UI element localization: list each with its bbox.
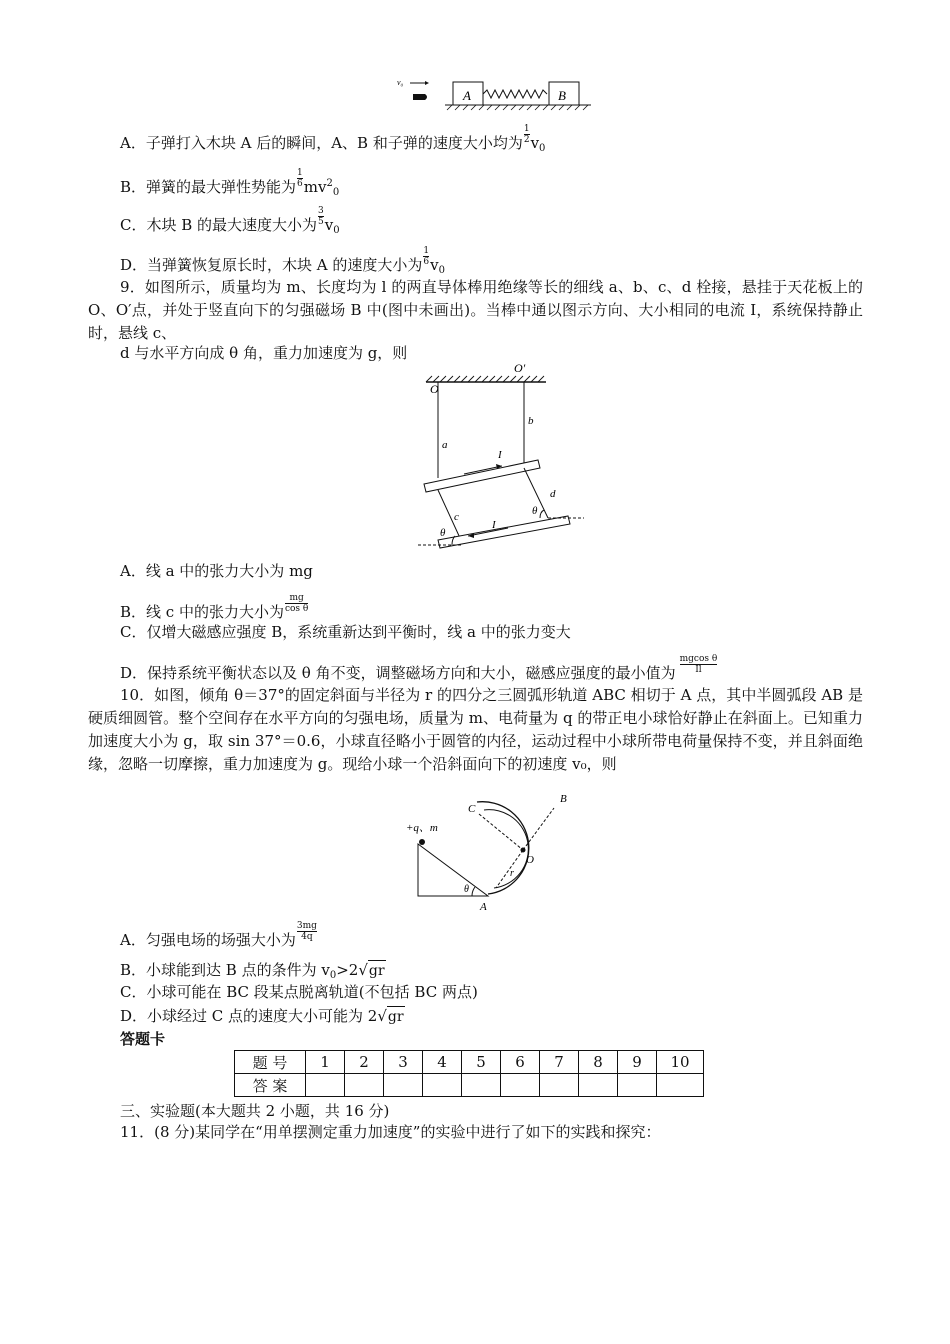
q9-fig-i-top: I [498,449,502,461]
answer-cell[interactable] [540,1074,579,1097]
q8-option-a: A．子弹打入木块 A 后的瞬间，A、B 和子弹的速度大小均为 $\frac{1}{2}$ $v_0$ [120,123,546,154]
q10-fig-charge: +q、m [406,822,438,834]
q8-option-b: B．弹簧的最大弹性势能为 $\frac{1}{6}$ $mv^2_0$ [120,167,340,198]
answer-card-number-label: 题 号 [235,1051,306,1074]
q10-fig-b: B [560,793,567,805]
q8-figure [395,74,595,116]
q9-option-d: D．保持系统平衡状态以及 θ 角不变，调整磁场方向和大小，磁感应强度的最小值为 $\frac{\text{mgcos θ}}{Il}$ [120,653,718,682]
q9-fig-b: b [528,415,534,427]
answer-card-number: 7 [540,1051,579,1074]
q9-fig-theta-right: θ [532,505,538,517]
answer-card-number: 8 [579,1051,618,1074]
answer-cell[interactable] [384,1074,423,1097]
answer-card-number: 5 [462,1051,501,1074]
q10-fig-r: r [510,868,514,879]
q10-option-a: A．匀强电场的场强大小为 $\frac{3mg}{4q}$ [120,920,317,949]
q9-stem-cont: d 与水平方向成 θ 角，重力加速度为 g，则 [120,344,408,362]
answer-card-number: 9 [618,1051,657,1074]
answer-cell[interactable] [423,1074,462,1097]
q9-option-c: C．仅增大磁感应强度 B，系统重新达到平衡时，线 a 中的张力变大 [120,623,571,641]
q8-fig-a: A [463,88,471,103]
q10-option-d: D．小球经过 C 点的速度大小可能为 2√gr [120,1007,404,1025]
answer-card-answer-label: 答 案 [235,1074,306,1097]
q10-fig-o: O [526,854,534,866]
q8-option-d: D．当弹簧恢复原长时，木块 A 的速度大小为 $\frac{1}{6}$ $v_0$ [120,245,445,276]
q10-option-c: C．小球可能在 BC 段某点脱离轨道(不包括 BC 两点) [120,983,478,1001]
section-3-heading: 三、实验题(本大题共 2 小题，共 16 分) [120,1102,390,1120]
q9-fig-theta-left: θ [440,527,446,539]
q9-option-b: B．线 c 中的张力大小为 $\frac{mg}{\text{cos θ}}$ [120,592,309,621]
answer-card-table [234,1050,704,1097]
q10-stem: 10．如图，倾角 θ＝37°的固定斜面与半径为 r 的四分之三圆弧形轨道 ABC 相切于 A 点，其中半圆弧段 AB 是硬质细圆管。整个空间存在水平方向的匀强电场，质量为 m、电荷量为 q 的带正电小球恰好静止在斜面上。已知重力加速度大小为 g，取 sin 37°＝0.6，小球直径略小于圆管的内径，运动过程中小球所带电荷量保持不变，并且斜面绝缘，忽略一切摩擦，重力加速度为 g。现给小球一个沿斜面向下的初速度 v₀，则 [88,686,863,773]
q9-figure [418,360,588,550]
answer-cell[interactable] [462,1074,501,1097]
answer-card-number: 6 [501,1051,540,1074]
answer-cell[interactable] [657,1074,704,1097]
q9-fig-op: O′ [514,361,526,375]
q11-stem: 11．(8 分)某同学在“用单摆测定重力加速度”的实验中进行了如下的实践和探究： [120,1123,661,1141]
answer-card-number: 10 [657,1051,704,1074]
answer-card-number: 4 [423,1051,462,1074]
q8-fig-b: B [558,88,566,103]
answer-card-number: 2 [345,1051,384,1074]
q9-option-a: A．线 a 中的张力大小为 mg [120,562,313,580]
q9-fig-c: c [454,511,459,523]
q9-fig-d: d [550,488,556,500]
q9-fig-a: a [442,439,448,451]
answer-card-number: 3 [384,1051,423,1074]
answer-cell[interactable] [345,1074,384,1097]
q9-fig-o: O [430,382,439,396]
answer-card-title: 答题卡 [120,1030,166,1048]
q8-option-c: C．木块 B 的最大速度大小为 $\frac{3}{5}$ $v_0$ [120,205,340,236]
answer-cell[interactable] [579,1074,618,1097]
answer-card-number: 1 [306,1051,345,1074]
q10-fig-theta: θ [464,884,469,895]
q9-fig-i-bottom: I [492,519,496,531]
q10-option-b: B．小球能到达 B 点的条件为 $v_0>2√gr$ [120,961,385,981]
q8-fig-v0: v₀ [397,78,404,87]
q10-figure [404,788,594,916]
q10-fig-a: A [480,901,487,913]
answer-cell[interactable] [501,1074,540,1097]
answer-cell[interactable] [306,1074,345,1097]
q9-stem: 9．如图所示，质量均为 m、长度均为 l 的两直导体棒用绝缘等长的细线 a、b、c、d 栓接，悬挂于天花板上的 O、O′点，并处于竖直向下的匀强磁场 B 中(图中未画出)。当棒中通以图示方向、大小相同的电流 I，系统保持静止时，悬线 c、 [88,278,863,342]
q10-fig-c: C [468,803,476,815]
answer-cell[interactable] [618,1074,657,1097]
